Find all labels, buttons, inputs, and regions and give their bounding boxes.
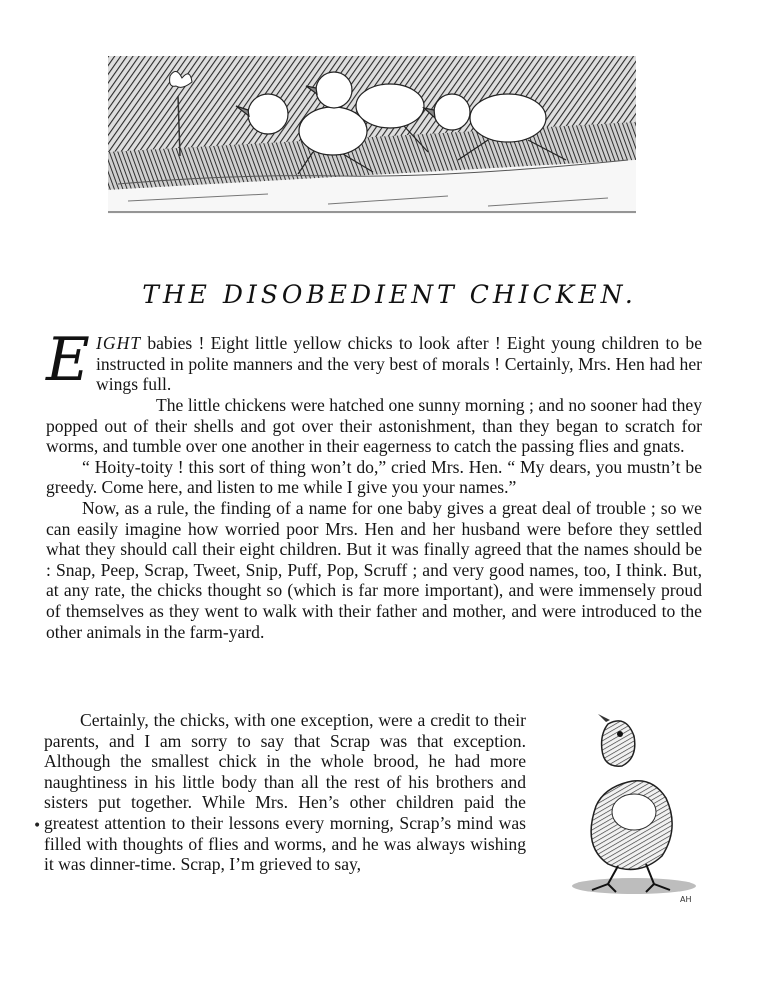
paragraph-names: Now, as a rule, the finding of a name for one baby gives a great deal of trouble ; so we can easily imagine how worried poor Mrs. Hen and her husband were before they settled what they should call their eight children. But it was finally agreed that the names should be : Snap, Peep, Scrap, Tweet, Snip, Puff, Pop, Scruff ; and very good names, too, I think. But, at any rate, the chicks thought so (which is far more important), and were immensely proud of themselves as they went to walk with their father and mother, and were introduced to the other animals in the farm-yard. [46,497,702,642]
paragraph-scrap: Certainly, the chicks, with one exception, were a credit to their parents, and I am sorry to say that Scrap was that exception. Although the smallest chick in the whole brood, he had more naughtiness in his little body than all the rest of his brothers and sisters put together. While Mrs. Hen’s other children paid the greatest attention to their lessons every morning, Scrap’s mind was filled with thoughts of flies and worms, and he was always wishing it was dinner-time. Scrap, I’m grieved to say, [44,710,526,875]
first-paragraph [96,333,702,395]
story-title: THE DISOBEDIENT CHICKEN. [142,280,637,309]
margin-mark: • [33,818,42,834]
paragraph-hoity-toity: “ Hoity-toity ! this sort of thing won’t do,” cried Mrs. Hen. “ My dears, you mustn’t be greedy. Come here, and listen to me while I give you your names.” [46,456,702,498]
artist-signature: AH [680,895,692,904]
paragraph-hatched: The little chickens were hatched one sunny morning ; and no sooner had they popped out of their shells and got over their astonishment, than they began to scratch for worms, and tumble over one another in their eagerness to catch the passing flies and gnats. [46,395,702,457]
drop-cap: E [46,325,90,395]
first-paragraph-text: babies ! Eight little yellow chicks to look after ! Eight young children to be instructed in polite manners and the very best of morals ! Certainly, Mrs. Hen had her wings full. [96,333,702,395]
main-text [46,395,702,642]
header-chicks-illustration [108,56,636,214]
first-word: IGHT [96,333,142,353]
narrow-text [44,710,526,875]
walking-chick-illustration [542,706,722,906]
